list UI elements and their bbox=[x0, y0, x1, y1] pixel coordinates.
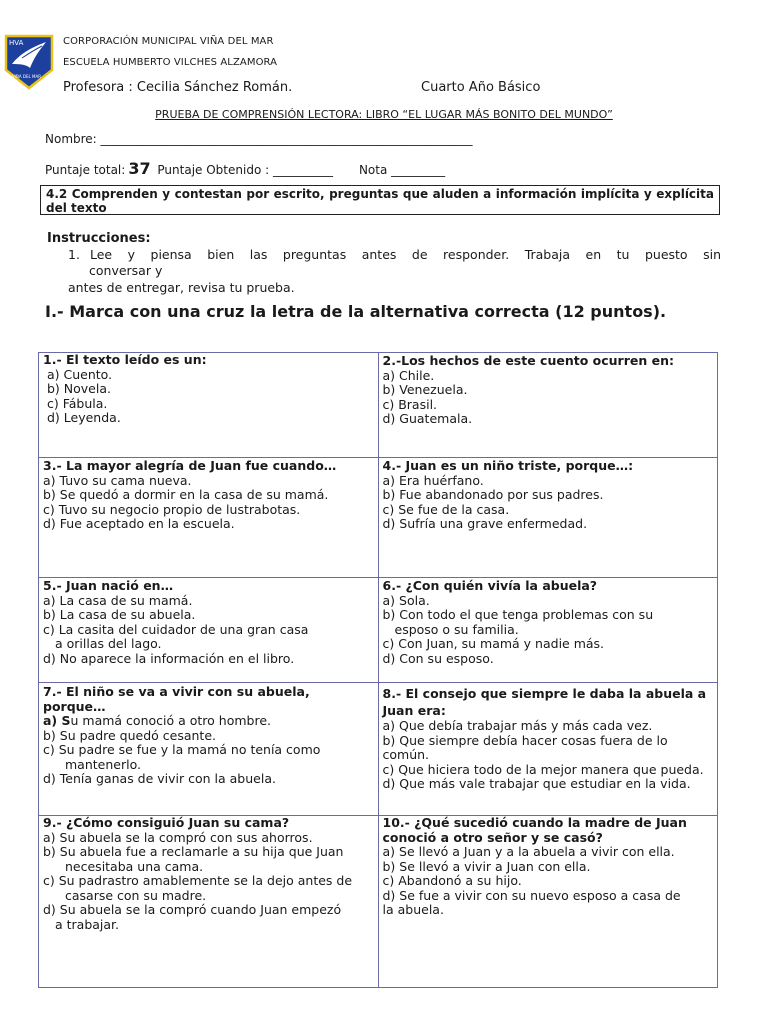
question-title: 2.-Los hechos de este cuento ocurren en: bbox=[382, 353, 674, 368]
question-7 bbox=[39, 683, 379, 816]
logo-subtext: VIÑA DEL MAR bbox=[12, 74, 41, 79]
option-a[interactable]: a) La casa de su mamá. bbox=[43, 592, 193, 608]
test-title: PRUEBA DE COMPRENSIÓN LECTORA: LIBRO “EL LUGAR MÁS BONITO DEL MUNDO” bbox=[155, 108, 613, 121]
option-b[interactable]: b) Fue abandonado por sus padres. bbox=[382, 487, 604, 502]
instruction-text-end: antes de entregar, revisa tu prueba. bbox=[68, 280, 295, 295]
option-b[interactable]: b) Venezuela. bbox=[382, 382, 468, 397]
option-c[interactable]: c) La casita del cuidador de una gran casa bbox=[43, 621, 309, 637]
option-c-cont[interactable]: a orillas del lago. bbox=[55, 636, 162, 651]
option-b[interactable]: b) La casa de su abuela. bbox=[43, 607, 196, 622]
question-title: 8.- El consejo que siempre le daba la abuela a Juan era: bbox=[382, 686, 707, 718]
question-5 bbox=[39, 578, 379, 683]
total-score-value: 37 bbox=[128, 159, 151, 178]
question-6 bbox=[378, 578, 718, 683]
option-c[interactable]: c) Que hiciera todo de la mejor manera que pueda. bbox=[382, 761, 704, 777]
instruction-text: Lee y piensa bien las preguntas antes de responder. Trabaja en tu puesto sin bbox=[90, 247, 721, 262]
option-d[interactable]: d) Guatemala. bbox=[382, 411, 473, 426]
question-8 bbox=[378, 683, 718, 816]
score-line bbox=[45, 159, 445, 178]
instruction-number: 1. bbox=[68, 247, 80, 262]
option-a[interactable]: a) Cuento. bbox=[47, 366, 113, 382]
question-title: 6.- ¿Con quién vivía la abuela? bbox=[382, 578, 598, 593]
question-title: 5.- Juan nació en… bbox=[43, 578, 174, 593]
option-d[interactable]: d) Tenía ganas de vivir con la abuela. bbox=[43, 771, 276, 786]
instruction-text-cont: conversar y bbox=[89, 263, 163, 278]
instructions-heading: Instrucciones: bbox=[47, 231, 151, 246]
option-d-cont[interactable]: a trabajar. bbox=[55, 916, 120, 932]
option-d-cont[interactable]: la abuela. bbox=[382, 902, 444, 917]
option-c-cont[interactable]: casarse con su madre. bbox=[65, 887, 207, 903]
option-a[interactable]: a) Se llevó a Juan y a la abuela a vivir con ella. bbox=[382, 844, 675, 859]
option-c-cont[interactable]: mantenerlo. bbox=[65, 756, 141, 772]
option-a[interactable]: a) Era huérfano. bbox=[382, 472, 484, 488]
option-b[interactable]: b) Se llevó a vivir a Juan con ella. bbox=[382, 858, 591, 874]
learning-objective: 4.2 Comprenden y contestan por escrito, preguntas que aluden a información implícita y explícita del texto bbox=[40, 185, 720, 215]
question-title: 7.- El niño se va a vivir con su abuela, porque… bbox=[43, 684, 310, 714]
option-a[interactable]: a) Chile. bbox=[382, 367, 435, 383]
grade-field[interactable]: Nota _________ bbox=[358, 163, 446, 177]
question-1 bbox=[39, 353, 379, 458]
question-title: 3.- La mayor alegría de Juan fue cuando… bbox=[43, 458, 337, 473]
option-d[interactable]: d) Se fue a vivir con su nuevo esposo a casa de bbox=[382, 887, 681, 903]
instruction-item bbox=[68, 247, 721, 262]
option-b[interactable]: b) Novela. bbox=[47, 381, 111, 396]
option-c[interactable]: c) Brasil. bbox=[382, 396, 438, 412]
corporation-name: CORPORACIÓN MUNICIPAL VIÑA DEL MAR bbox=[63, 36, 274, 47]
name-field[interactable]: Nombre: ______________________________________________________________ bbox=[45, 132, 473, 146]
option-d[interactable]: d) Sufría una grave enfermedad. bbox=[382, 516, 588, 531]
question-10 bbox=[378, 816, 718, 988]
option-a[interactable]: a) Su mamá conoció a otro hombre. bbox=[43, 713, 271, 728]
question-title: 1.- El texto leído es un: bbox=[43, 352, 207, 367]
question-3 bbox=[39, 458, 379, 578]
question-title: 9.- ¿Cómo consiguió Juan su cama? bbox=[43, 815, 290, 830]
option-b-cont[interactable]: esposo o su familia. bbox=[394, 621, 519, 637]
school-logo bbox=[4, 34, 54, 90]
option-c[interactable]: c) Su padrastro amablemente se la dejo antes de bbox=[43, 873, 353, 888]
option-c[interactable]: c) Su padre se fue y la mamá no tenía como bbox=[43, 742, 321, 757]
option-d[interactable]: d) Que más vale trabajar que estudiar en la vida. bbox=[382, 776, 691, 791]
grade-level: Cuarto Año Básico bbox=[421, 80, 541, 95]
option-c[interactable]: c) Fábula. bbox=[47, 395, 108, 411]
option-b[interactable]: b) Su abuela fue a reclamarle a su hija que Juan bbox=[43, 844, 344, 859]
option-b-cont[interactable]: necesitaba una cama. bbox=[65, 858, 204, 874]
option-d[interactable]: d) Fue aceptado en la escuela. bbox=[43, 516, 235, 531]
question-4 bbox=[378, 458, 718, 578]
option-b[interactable]: b) Su padre quedó cesante. bbox=[43, 727, 216, 743]
questions-table bbox=[38, 352, 718, 988]
option-a[interactable]: a) Su abuela se la compró con sus ahorros. bbox=[43, 829, 313, 845]
option-c[interactable]: c) Con Juan, su mamá y nadie más. bbox=[382, 636, 605, 651]
option-c[interactable]: c) Abandonó a su hijo. bbox=[382, 873, 522, 888]
option-c[interactable]: c) Tuvo su negocio propio de lustrabotas. bbox=[43, 501, 301, 517]
question-title: 4.- Juan es un niño triste, porque…: bbox=[382, 458, 634, 473]
question-title: 10.- ¿Qué sucedió cuando la madre de Juan conoció a otro señor y se casó? bbox=[382, 815, 687, 845]
option-a[interactable]: a) Tuvo su cama nueva. bbox=[43, 472, 192, 488]
question-9 bbox=[39, 816, 379, 988]
total-score-label: Puntaje total: bbox=[45, 163, 126, 177]
option-a[interactable]: a) Que debía trabajar más y más cada vez. bbox=[382, 718, 653, 733]
option-d[interactable]: d) Con su esposo. bbox=[382, 650, 494, 666]
option-d[interactable]: d) Leyenda. bbox=[47, 410, 121, 425]
obtained-score-field[interactable]: Puntaje Obtenido : __________ bbox=[157, 163, 333, 177]
option-a[interactable]: a) Sola. bbox=[382, 592, 430, 608]
option-d[interactable]: d) Su abuela se la compró cuando Juan empezó bbox=[43, 902, 342, 917]
teacher-name: Profesora : Cecilia Sánchez Román. bbox=[63, 80, 293, 95]
option-b[interactable]: b) Se quedó a dormir en la casa de su mamá. bbox=[43, 487, 329, 502]
question-2 bbox=[378, 353, 718, 458]
option-d[interactable]: d) No aparece la información en el libro. bbox=[43, 650, 295, 666]
logo-text: HVA bbox=[9, 39, 24, 47]
section-title: I.- Marca con una cruz la letra de la alternativa correcta (12 puntos). bbox=[45, 302, 667, 321]
school-name: ESCUELA HUMBERTO VILCHES ALZAMORA bbox=[63, 57, 278, 68]
option-b[interactable]: b) Con todo el que tenga problemas con su bbox=[382, 607, 654, 622]
option-c[interactable]: c) Se fue de la casa. bbox=[382, 501, 510, 517]
option-b[interactable]: b) Que siempre debía hacer cosas fuera de lo común. bbox=[382, 732, 668, 762]
